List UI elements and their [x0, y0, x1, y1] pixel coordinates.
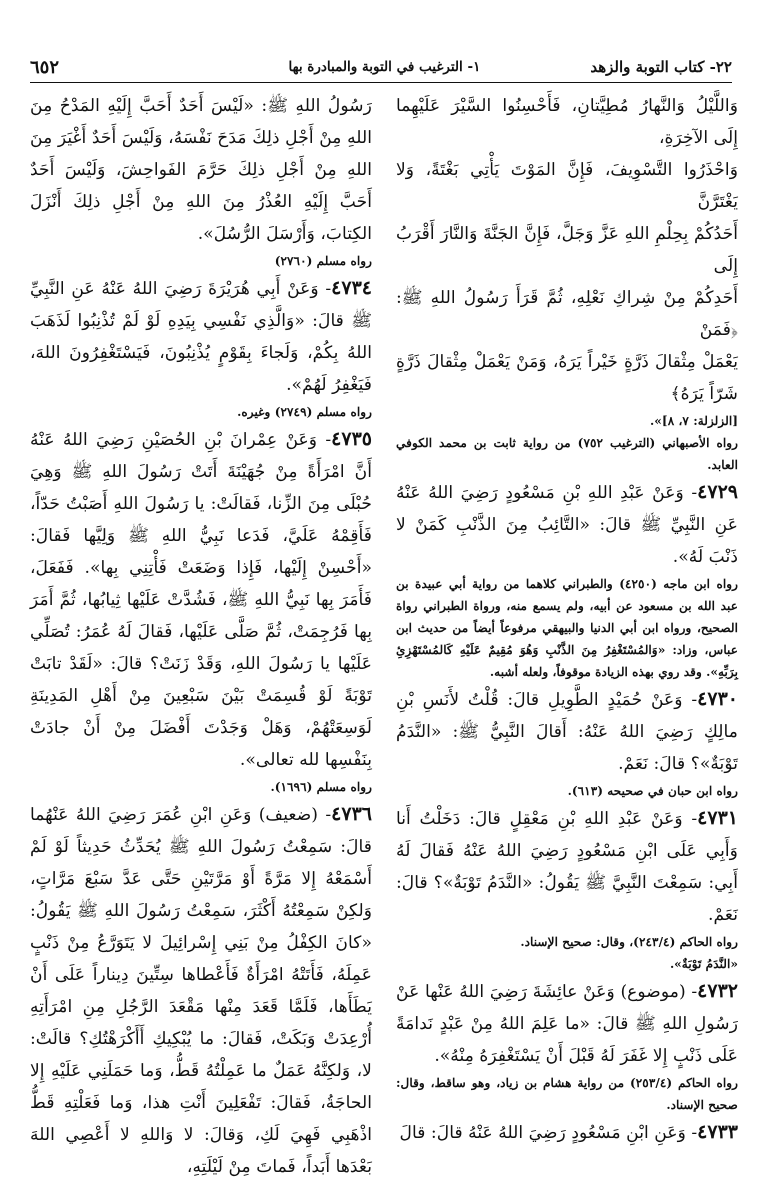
hadith-number: ٤٧٣٦	[331, 803, 372, 825]
page-number: ٦٥٢	[30, 56, 60, 78]
hadith-number: ٤٧٢٩	[697, 481, 738, 503]
source-note: رواه مسلم (٢٧٦٠)	[274, 254, 372, 268]
page-header	[30, 52, 732, 82]
hadith-number: ٤٧٣٣	[697, 1121, 738, 1143]
hadith-intro-line: أَحَدُكُمْ بِحِلْمِ اللهِ عَزَّ وَجَلَّ، فَإِنَّ الجَنَّةَ وَالنَّارَ أَقْرَبُ إِلَى	[396, 224, 738, 276]
hadith-intro-line: أَحَدِكُمْ مِنْ شِراكِ نَعْلِهِ، ثُمَّ قَرَأَ رَسُولُ اللهِ ﷺ: ﴿فَمَنْ	[396, 288, 738, 340]
source-note: «النَّدَمُ تَوْبَةٌ».	[669, 957, 738, 971]
hadith-number: ٤٧٣٢	[697, 980, 738, 1002]
source-note: رواه مسلم (١٦٩٦).	[270, 780, 372, 794]
hadith-4730	[396, 683, 738, 780]
hadith-text: - وَعَنْ عَبْدِ اللهِ بْنِ مَعْقِلٍ قالَ: دَخَلْتُ أَنا وَأَبِي عَلَى ابْنِ مَسْعُودٍ رَضِيَ اللهُ عَنْهُ فَقالَ لَهُ أَبِي: سَمِعْتَ النَّبِيَّ ﷺ يَقُولُ: «النَّدَمُ تَوْبَةٌ»؟ قالَ: نَعَمْ.	[396, 809, 738, 925]
hadith-4732	[396, 975, 738, 1072]
hadith-intro-line: وَاحْذَرُوا التَّسْوِيفَ، فَإِنَّ المَوْتَ يَأْتِي بَغْتَةً، وَلا يَغْتَرَّنَّ	[396, 160, 738, 212]
book-title: ٢٢- كتاب التوبة والزهد	[590, 58, 732, 76]
hadith-4729	[396, 476, 738, 573]
hadith-4736	[30, 798, 372, 1183]
hadith-4731	[396, 802, 738, 931]
source-note: رواه الأصبهاني (الترغيب ٧٥٢) من رواية ثابت بن محمد الكوفي العابد.	[396, 436, 738, 472]
hadith-text: - وَعَنْ عَبْدِ اللهِ بْنِ مَسْعُودٍ رَضِيَ اللهُ عَنْهُ عَنِ النَّبِيِّ ﷺ قالَ: «التَّائِبُ مِنَ الذَّنْبِ كَمَنْ لا ذَنْبَ لَهُ».	[396, 483, 738, 567]
hadith-4735	[30, 423, 372, 776]
hadith-number: ٤٧٣٠	[697, 688, 738, 710]
left-column	[30, 90, 372, 1177]
source-note: رواه الحاكم (٢٥٣/٤) من رواية هشام بن زياد، وهو ساقط، وقال: صحيح الإسناد.	[396, 1076, 738, 1112]
hadith-intro-line: يَعْمَلْ مِثْقالَ ذَرَّةٍ خَيْراً يَرَهُ، وَمَنْ يَعْمَلْ مِثْقالَ ذَرَّةٍ شَرّاً يَرَهُ﴾	[396, 352, 738, 404]
source-note: رواه مسلم (٢٧٤٩) وغيره.	[237, 405, 372, 419]
hadith-4734	[30, 272, 372, 401]
hadith-text: - (موضوع) وَعَنْ عائِشَةَ رَضِيَ اللهُ عَنْها عَنْ رَسُولِ اللهِ ﷺ قالَ: «ما عَلِمَ اللهُ مِنْ عَبْدٍ نَدامَةً عَلَى ذَنْبٍ إِلا غَفَرَ لَهُ قَبْلَ أَنْ يَسْتَغْفِرَهُ مِنْهُ».	[396, 982, 738, 1066]
hadith-4733	[396, 1116, 738, 1149]
source-note: رواه الحاكم (٢٤٣/٤)، وقال: صحيح الإسناد.	[520, 935, 738, 949]
hadith-number: ٤٧٣٥	[331, 428, 372, 450]
hadith-text: - وَعَنِ ابْنِ مَسْعُودٍ رَضِيَ اللهُ عَنْهُ قالَ: قالَ	[399, 1123, 698, 1143]
chapter-title: ١- الترغيب في التوبة والمبادرة بها	[288, 59, 481, 75]
hadith-text: - وَعَنْ حُمَيْدٍ الطَّوِيلِ قالَ: قُلْتُ لأَنَسِ بْنِ مالِكٍ رَضِيَ اللهُ عَنْهُ: أَقالَ النَّبِيُّ ﷺ: «النَّدَمُ تَوْبَةٌ»؟ قالَ: نَعَمْ.	[396, 690, 738, 774]
source-note: رواه ابن ماجه (٤٢٥٠) والطبراني كلاهما من رواية أبي عبيدة بن عبد الله بن مسعود عن أبيه، ولم يسمع منه، ورواة الطبراني رواة الصحيح، ورواه ابن أبي الدنيا والبيهقي مرفوعاً أيضاً من حديث ابن عباس، وزاد: «وَالمُسْتَغْفِرُ مِنَ الذَّنْبِ وَهُوَ مُقِيمٌ عَلَيْهِ كَالمُسْتَهْزِئِ بِرَبِّهِ». وقد روي بهذه الزيادة موقوفاً، ولعله أشبه.	[396, 577, 738, 679]
source-note: رواه ابن حبان في صحيحه (٦١٣).	[567, 784, 738, 798]
hadith-text: - (ضعيف) وَعَنِ ابْنِ عُمَرَ رَضِيَ اللهُ عَنْهُما قالَ: سَمِعْتُ رَسُولَ اللهِ ﷺ يُحَدِّثُ حَدِيثاً لَوْ لَمْ أَسْمَعْهُ إِلا مَرَّةً أَوْ مَرَّتَيْنِ حَتَّى عَدَّ سَبْعَ مَرَّاتٍ، وَلكِنْ سَمِعْتُهُ أَكْثَرَ، سَمِعْتُ رَسُولَ اللهِ ﷺ يَقُولُ: «كانَ الكِفْلُ مِنْ بَنِي إِسْرائِيلَ لا يَتَوَرَّعُ مِنْ ذَنْبٍ عَمِلَهُ، فَأَتَتْهُ امْرَأَةٌ فَأَعْطاها سِتِّينَ دِيناراً عَلَى أَنْ يَطَأَها، فَلَمَّا قَعَدَ مِنْها مَقْعَدَ الرَّجُلِ مِنِ امْرَأَتِهِ أُرْعِدَتْ وَبَكَتْ، فَقالَ: ما يُبْكِيكِ أَأَكْرَهْتُكِ؟ قالَتْ: لا، وَلكِنَّهُ عَمَلٌ ما عَمِلْتُهُ قَطُّ، وَما حَمَلَنِي عَلَيْهِ إِلا الحاجَةُ، فَقالَ: تَفْعَلِينَ أَنْتِ هذا، وَما فَعَلْتِهِ قَطُّ اذْهَبِي فَهِيَ لَكِ، وَقالَ: لا وَاللهِ لا أَعْصِي اللهَ بَعْدَها أَبَداً، فَماتَ مِنْ لَيْلَتِهِ،	[30, 805, 372, 1177]
hadith-number: ٤٧٣٤	[331, 277, 372, 299]
hadith-number: ٤٧٣١	[697, 807, 738, 829]
verse-reference: [الزلزلة: ٧، ٨]».	[650, 414, 738, 428]
header-divider	[30, 82, 732, 83]
hadith-text: - وَعَنْ أَبِي هُرَيْرَةَ رَضِيَ اللهُ عَنْهُ عَنِ النَّبِيِّ ﷺ قالَ: «وَالَّذِي نَفْسِي بِيَدِهِ لَوْ لَمْ تُذْنِبُوا لَذَهَبَ اللهُ بِكُمْ، وَلَجاءَ بِقَوْمٍ يُذْنِبُونَ، فَيَسْتَغْفِرُونَ اللهَ، فَيَغْفِرُ لَهُمْ».	[30, 279, 372, 395]
right-column	[396, 90, 738, 1143]
hadith-text: - وَعَنْ عِمْرانَ بْنِ الحُصَيْنِ رَضِيَ اللهُ عَنْهُ أَنَّ امْرَأَةً مِنْ جُهَيْنَةَ أَتَتْ رَسُولَ اللهِ ﷺ وَهِيَ حُبْلَى مِنَ الزِّنا، فَقالَتْ: يا رَسُولَ اللهِ أَصَبْتُ حَدّاً، فَأَقِمْهُ عَلَيَّ، فَدَعا نَبِيُّ اللهِ ﷺ وَلِيَّها فَقالَ: «أَحْسِنْ إِلَيْها، فَإِذا وَضَعَتْ فَأْتِنِي بِها». فَفَعَلَ، فَأَمَرَ بِها نَبِيُّ اللهِ ﷺ، فَشُدَّتْ عَلَيْها ثِيابُها، ثُمَّ أَمَرَ بِها فَرُجِمَتْ، ثُمَّ صَلَّى عَلَيْها، فَقالَ لَهُ عُمَرُ: تُصَلِّي عَلَيْها يا رَسُولَ اللهِ، وَقَدْ زَنَتْ؟ قالَ: «لَقَدْ تابَتْ تَوْبَةً لَوْ قُسِمَتْ بَيْنَ سَبْعِينَ مِنْ أَهْلِ المَدِينَةِ لَوَسِعَتْهُمْ، وَهَلْ وَجَدْتَ أَفْضَلَ مِنْ أَنْ جادَتْ بِنَفْسِها لله تعالى».	[30, 430, 372, 770]
hadith-continuation: رَسُولُ اللهِ ﷺ: «لَيْسَ أَحَدٌ أَحَبَّ إِلَيْهِ المَدْحُ مِنَ اللهِ مِنْ أَجْلِ ذلِكَ مَدَحَ نَفْسَهُ، وَلَيْسَ أَحَدٌ أَغْيَرَ مِنَ اللهِ مِنْ أَجْلِ ذلِكَ حَرَّمَ الفَواحِشَ، وَلَيْسَ أَحَدٌ أَحَبَّ إِلَيْهِ العُذْرُ مِنَ اللهِ مِنْ أَجْلِ ذلِكَ أَنْزَلَ الكِتابَ، وَأَرْسَلَ الرُّسُلَ».	[30, 96, 372, 244]
hadith-intro-line: وَاللَّيْلُ وَالنَّهارُ مُطِيَّتانِ، فَأَحْسِنُوا السَّيْرَ عَلَيْهِما إِلَى الآخِرَةِ،	[396, 96, 738, 148]
